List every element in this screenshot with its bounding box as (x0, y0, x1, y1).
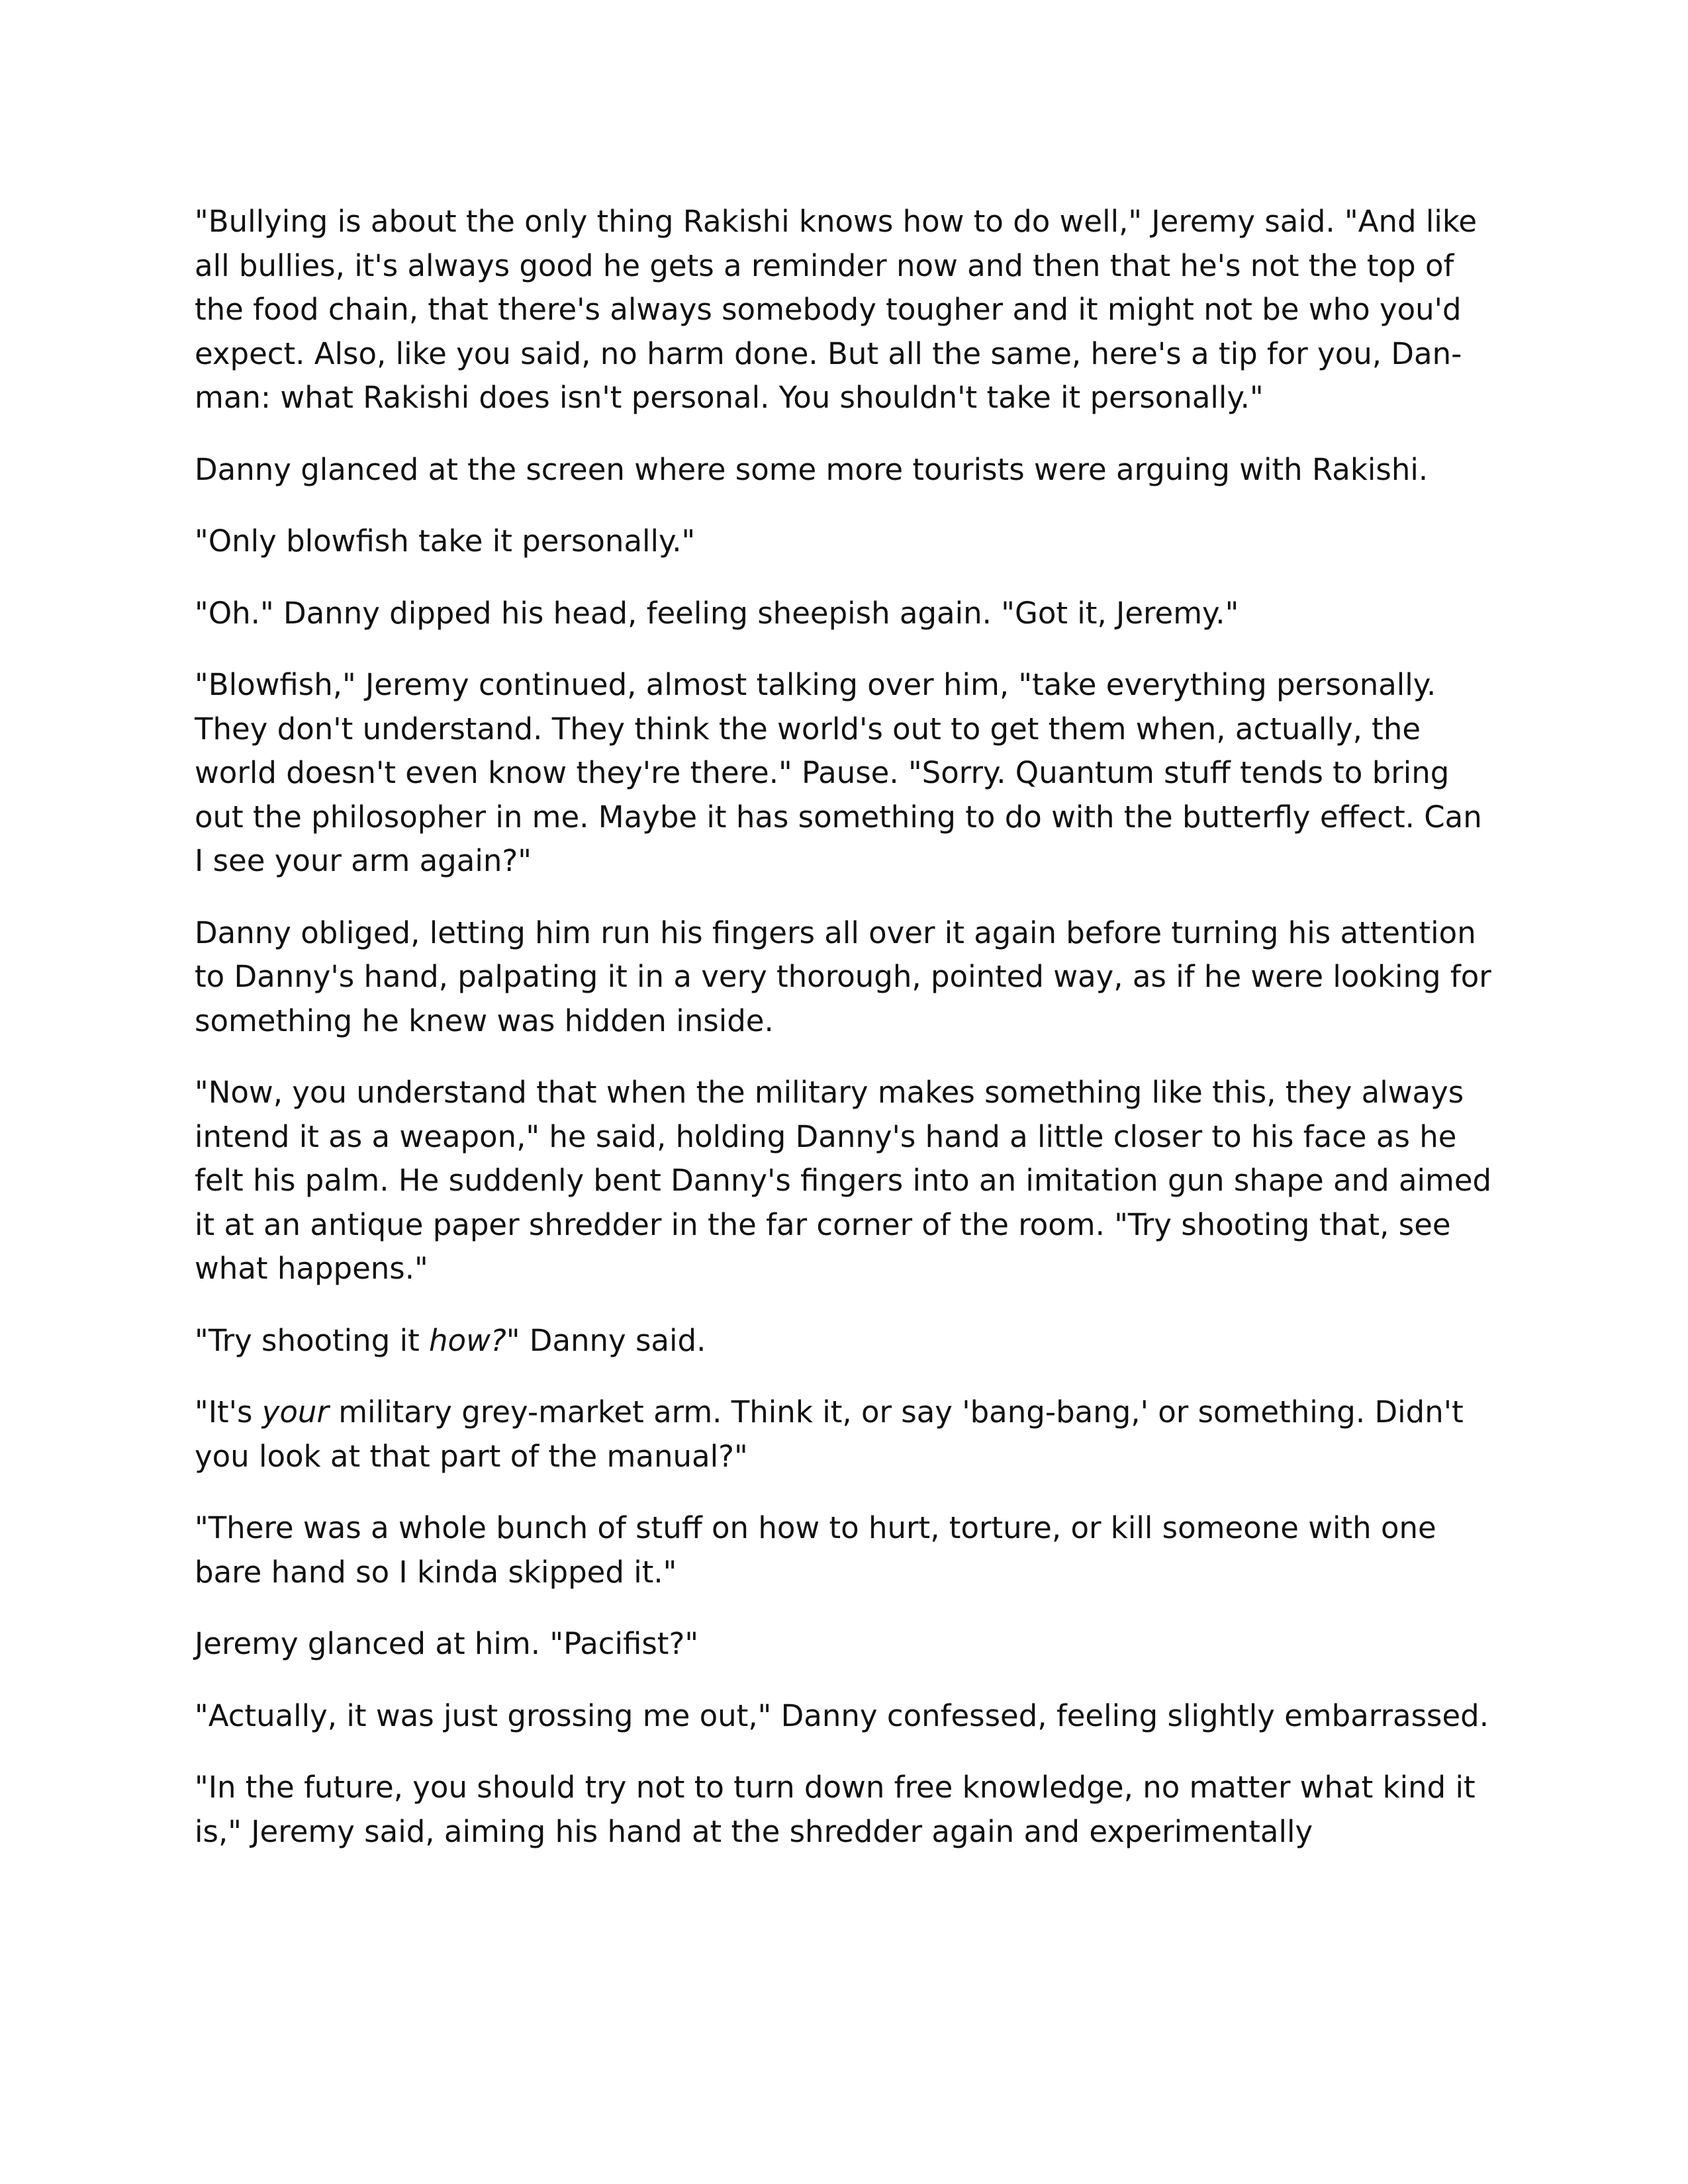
paragraph-10: "There was a whole bunch of stuff on how to hurt, torture, or kill someone with one bare hand so I kinda skipped it." (195, 1510, 1436, 1590)
paragraph-8-text-after: Danny said. (520, 1322, 706, 1358)
document-page (195, 200, 1499, 1882)
paragraph-5: "Blowfish," Jeremy continued, almost talking over him, "take everything personally. They don't understand. They think the world's out to get them when, actually, the world doesn't even know they're there." Pause. "Sorry. Quantum stuff tends to bring out the philosopher in me. Maybe it has something to do with the butterfly effect. Can I see your arm again?" (195, 667, 1482, 878)
paragraph-12: "Actually, it was just grossing me out," Danny confessed, feeling slightly embarrassed. (195, 1698, 1489, 1733)
paragraph-6: Danny obliged, letting him run his fingers all over it again before turning his attention to Danny's hand, palpating it in a very thorough, pointed way, as if he were looking for something he knew was hidden inside. (195, 915, 1491, 1038)
paragraph-1: "Bullying is about the only thing Rakishi knows how to do well," Jeremy said. "And like all bullies, it's always good he gets a reminder now and then that he's not the top of the food chain, that there's always somebody tougher and it might not be who you'd expect. Also, like you said, no harm done. But all the same, here's a tip for you, Dan-man: what Rakishi does isn't personal. You shouldn't take it personally." (195, 204, 1477, 415)
paragraph-13: "In the future, you should try not to turn down free knowledge, no matter what kind it is," Jeremy said, aiming his hand at the shredder again and experimentally (195, 1770, 1476, 1849)
paragraph-9-text-after: military grey-market arm. Think it, or say 'bang-bang,' or something. Didn't you look at that part of the manual?" (195, 1394, 1464, 1474)
paragraph-4: "Oh." Danny dipped his head, feeling sheepish again. "Got it, Jeremy." (195, 595, 1239, 631)
paragraph-9-text-before: "It's (195, 1394, 262, 1430)
paragraph-8-emphasis: how?" (429, 1322, 520, 1358)
paragraph-11: Jeremy glanced at him. "Pacifist?" (195, 1626, 699, 1661)
paragraph-8-text-before: "Try shooting it (195, 1322, 430, 1358)
paragraph-8 (195, 1319, 1499, 1363)
paragraph-2: Danny glanced at the screen where some more tourists were arguing with Rakishi. (195, 451, 1429, 487)
paragraph-3: "Only blowfish take it personally." (195, 523, 696, 559)
paragraph-9 (195, 1390, 1499, 1479)
paragraph-7: "Now, you understand that when the military makes something like this, they always intend it as a weapon," he said, holding Danny's hand a little closer to his face as he felt his palm. He suddenly bent Danny's fingers into an imitation gun shape and aimed it at an antique paper shredder in the far corner of the room. "Try shooting that, see what happens." (195, 1075, 1492, 1286)
paragraph-9-emphasis: your (261, 1394, 329, 1430)
